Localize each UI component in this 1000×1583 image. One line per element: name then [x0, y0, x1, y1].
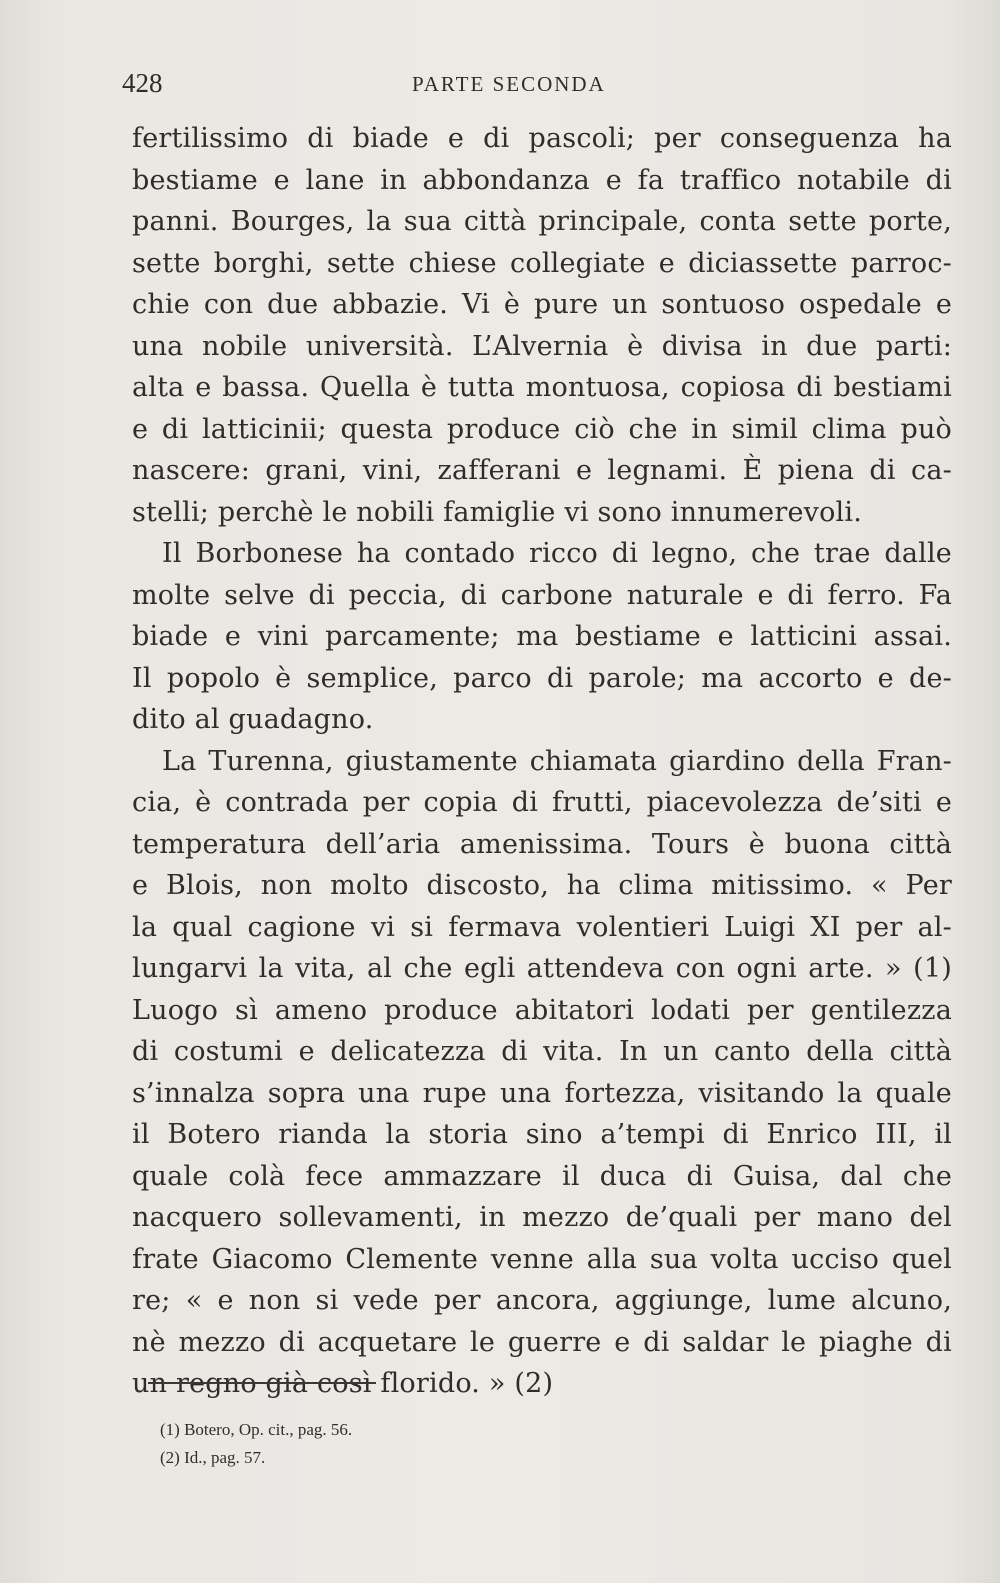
text-line: frate Giacomo Clemente venne alla sua volta ucciso quel: [132, 1243, 952, 1275]
text-line: stelli; perchè le nobili famiglie vi sono innumerevoli.: [132, 496, 863, 528]
text-line: lungarvi la vita, al che egli attendeva con ogni arte. » (1): [132, 953, 952, 984]
text-line: La Turenna, giustamente chiamata giardino della Fran-: [162, 745, 952, 777]
text-line: il Botero rianda la storia sino a’tempi di Enrico III, il: [132, 1119, 952, 1150]
text-line: di costumi e delicatezza di vita. In un canto della città: [132, 1036, 952, 1067]
text-line: chie con due abbazie. Vi è pure un sontuoso ospedale e: [132, 289, 952, 320]
text-line: temperatura dell’aria amenissima. Tours è buona città: [132, 828, 952, 860]
running-head: PARTE SECONDA: [412, 72, 606, 96]
text-line: panni. Bourges, la sua città principale, conta sette porte,: [132, 206, 952, 237]
text-line: re; « e non si vede per ancora, aggiunge, lume alcuno,: [132, 1285, 952, 1316]
page-number: 428: [122, 68, 163, 98]
text-line: bestiame e lane in abbondanza e fa traffico notabile di: [132, 164, 952, 196]
footnote: (2) Id., pag. 57.: [160, 1448, 266, 1467]
footnote: (1) Botero, Op. cit., pag. 56.: [160, 1420, 353, 1439]
text-line: un regno già così florido. » (2): [132, 1368, 554, 1399]
body-text: [132, 118, 952, 1405]
page-header: [122, 68, 652, 108]
text-line: biade e vini parcamente; ma bestiame e latticini assai.: [132, 621, 952, 652]
text-line: s’innalza sopra una rupe una fortezza, visitando la quale: [132, 1077, 952, 1109]
text-line: nascere: grani, vini, zafferani e legnami. È piena di ca-: [132, 455, 952, 486]
text-line: dito al guadagno.: [132, 704, 374, 735]
text-line: Il Borbonese ha contado ricco di legno, che trae dalle: [162, 538, 952, 569]
text-line: la qual cagione vi si fermava volentieri Luigi XI per al-: [132, 911, 952, 943]
text-line: e di latticinii; questa produce ciò che in simil clima può: [132, 413, 952, 445]
text-line: nacquero sollevamenti, in mezzo de’quali per mano del: [132, 1202, 952, 1233]
text-line: nè mezzo di acquetare le guerre e di saldar le piaghe di: [132, 1326, 952, 1358]
text-line: cia, è contrada per copia di frutti, piacevolezza de’siti e: [132, 787, 952, 818]
text-line: Il popolo è semplice, parco di parole; ma accorto e de-: [132, 662, 952, 694]
text-line: sette borghi, sette chiese collegiate e diciassette parroc-: [132, 247, 952, 279]
text-line: una nobile università. L’Alvernia è divisa in due parti:: [132, 330, 952, 362]
text-line: e Blois, non molto discosto, ha clima mitissimo. « Per: [132, 870, 952, 901]
footnotes: [160, 1416, 660, 1472]
text-line: alta e bassa. Quella è tutta montuosa, copiosa di bestiami: [132, 372, 952, 403]
text-line: molte selve di peccia, di carbone naturale e di ferro. Fa: [132, 579, 952, 611]
footnote-divider: [148, 1382, 376, 1384]
text-line: Luogo sì ameno produce abitatori lodati per gentilezza: [132, 994, 952, 1026]
text-line: quale colà fece ammazzare il duca di Guisa, dal che: [132, 1160, 952, 1192]
text-line: fertilissimo di biade e di pascoli; per conseguenza ha: [132, 123, 952, 154]
